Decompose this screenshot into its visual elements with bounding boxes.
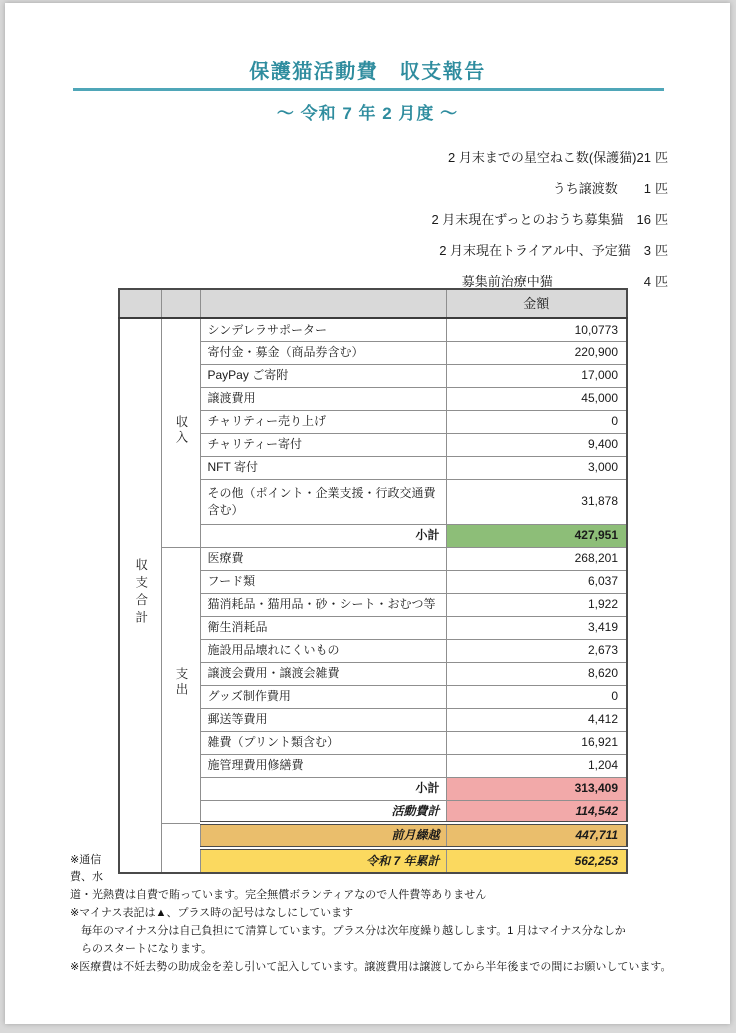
income-item-value: 220,900 [446,341,627,364]
expense-vertical-label [161,547,200,823]
income-item-label: その他（ポイント・企業支援・行政交通費含む） [200,479,446,524]
income-expense-table-wrapper [118,288,628,874]
header-grand-col [119,289,161,318]
expense-item-value: 4,412 [446,708,627,731]
stat-unit: 匹 [654,274,668,289]
expense-item-value: 268,201 [446,547,627,570]
income-item-value: 9,400 [446,433,627,456]
cat-stat-line [431,173,668,204]
annual-total-label: 令和 7 年累計 [200,848,446,873]
expense-item-value: 0 [446,685,627,708]
annual-total-value: 562,253 [446,848,627,873]
expense-item-value: 3,419 [446,616,627,639]
income-expense-table [118,288,628,874]
expense-item-value: 1,922 [446,593,627,616]
stat-value: 1 [643,181,651,196]
income-item-label: シンデレラサポーター [200,318,446,341]
stat-value: 21 [636,150,651,165]
expense-item-label: 衛生消耗品 [200,616,446,639]
income-subtotal-value: 427,951 [446,524,627,547]
activity-total-value: 114,542 [446,800,627,823]
income-item-value: 31,878 [446,479,627,524]
grand-total-vertical-label-text: 収支合計 [133,558,148,629]
income-item-label: チャリティー寄付 [200,433,446,456]
header-item-col [200,289,446,318]
expense-item-label: フード類 [200,570,446,593]
carryover-value: 447,711 [446,823,627,848]
income-item-label: PayPay ご寄附 [200,364,446,387]
footnote-wrapped: ※通信費、水 [70,854,103,883]
amount-header: 金額 [446,289,627,318]
footnote-line: 毎年のマイナス分は自己負担にて清算しています。プラス分は次年度繰り越しします。1 月はマイナス分なしか [70,925,626,937]
stat-unit: 匹 [654,243,668,258]
cat-stat-line [431,235,668,266]
footnote-line: ※マイナス表記は▲、プラス時の記号はなしにしています [70,907,354,919]
expense-item-label: 医療費 [200,547,446,570]
expense-item-label: グッズ制作費用 [200,685,446,708]
expense-item-label: 施管理費用修繕費 [200,754,446,777]
expense-subtotal-value: 313,409 [446,777,627,800]
table-header-row [119,289,627,318]
cat-stats [431,142,668,297]
stat-unit: 匹 [654,150,668,165]
income-item-value: 45,000 [446,387,627,410]
expense-subtotal-label: 小計 [200,777,446,800]
stat-value: 16 [636,212,651,227]
income-vertical-label [161,318,200,547]
expense-item-label: 雑費（プリント類含む） [200,731,446,754]
report-title: 保護猫活動費 収支報告 [249,61,486,83]
empty-group-cell [161,823,200,873]
stat-value: 4 [643,274,651,289]
expense-item-label: 施設用品壊れにくいもの [200,639,446,662]
stat-label: 2 月末までの星空ねこ数(保護猫) [448,150,637,165]
expense-item-value: 1,204 [446,754,627,777]
report-period: ～ 令和 7 年 2 月度 ～ [276,104,459,123]
cat-stat-line [431,142,668,173]
stat-label: 募集前治療中猫 [461,274,644,289]
stat-label: 2 月末現在ずっとのおうち募集猫 [431,212,637,227]
activity-total-label: 活動費計 [200,800,446,823]
expense-item-value: 2,673 [446,639,627,662]
carryover-label: 前月繰越 [200,823,446,848]
income-item-label: NFT 寄付 [200,456,446,479]
table-row [119,318,627,341]
expense-item-value: 16,921 [446,731,627,754]
stat-label: うち譲渡数 [552,181,644,196]
income-subtotal-label: 小計 [200,524,446,547]
income-item-value: 0 [446,410,627,433]
expense-vertical-label-text: 支出 [173,667,188,699]
cat-stat-line [431,204,668,235]
income-item-label: 譲渡費用 [200,387,446,410]
footnote-line: ※医療費は不妊去勢の助成金を差し引いて記入しています。譲渡費用は譲渡してから半年後までの間にお願いしています。 [70,961,672,973]
footnote-line: 道・光熱費は自費で賄っています。完全無償ボランティアなので人件費等ありません [70,889,487,901]
stat-label: 2 月末現在トライアル中、予定猫 [439,243,644,258]
income-vertical-label-text: 収入 [173,415,188,447]
header-group-col [161,289,200,318]
title-underline [73,88,664,91]
expense-item-value: 6,037 [446,570,627,593]
footnotes [70,886,690,976]
grand-total-vertical-label [119,318,161,873]
stat-unit: 匹 [654,181,668,196]
expense-item-label: 郵送等費用 [200,708,446,731]
expense-item-label: 譲渡会費用・譲渡会雑費 [200,662,446,685]
footnote-line: らのスタートになります。 [70,943,213,955]
stat-unit: 匹 [654,212,668,227]
income-item-value: 17,000 [446,364,627,387]
income-item-label: 寄付金・募金（商品券含む） [200,341,446,364]
expense-item-label: 猫消耗品・猫用品・砂・シート・おむつ等 [200,593,446,616]
report-page [5,3,730,1024]
income-item-value: 10,0773 [446,318,627,341]
table-row [119,547,627,570]
expense-item-value: 8,620 [446,662,627,685]
table-row [119,823,627,848]
income-item-value: 3,000 [446,456,627,479]
stat-value: 3 [643,243,651,258]
income-item-label: チャリティー売り上げ [200,410,446,433]
